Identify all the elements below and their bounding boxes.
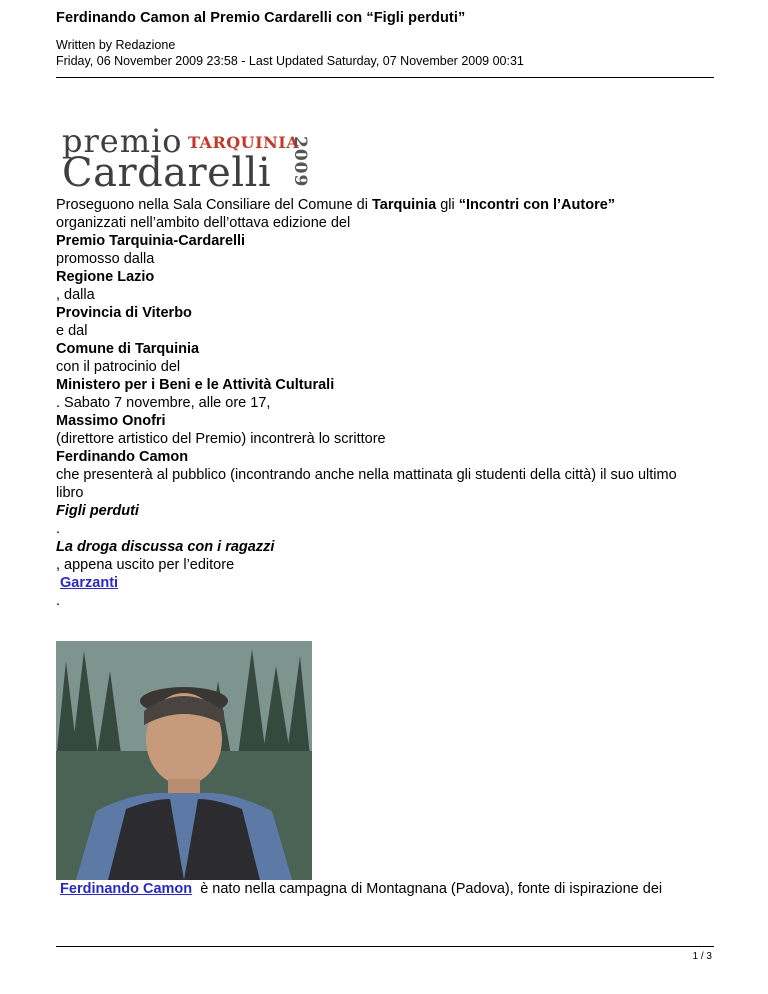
paragraph-line: e dal [56,323,88,339]
paragraph-line: , dalla [56,287,95,303]
paragraph-line: . Sabato 7 novembre, alle ore 17, [56,395,271,411]
province-name: Provincia di Viterbo [56,305,192,321]
publisher-link[interactable]: Garzanti [60,575,119,591]
book-title: Figli perduti [56,503,139,519]
logo-premio-text: premio [62,122,183,160]
premio-cardarelli-logo [62,122,314,196]
publisher-line [56,574,696,592]
photo-caption [56,880,716,898]
date-line: Friday, 06 November 2009 23:58 - Last Updated Saturday, 07 November 2009 00:31 [56,54,524,68]
article-body [56,196,696,610]
paragraph-line: (direttore artistico del Premio) incontrerà lo scrittore [56,431,386,447]
paragraph-line: che presenterà al pubblico (incontrando anche nella mattinata gli studenti della città) il suo ultimo libro [56,467,677,501]
paragraph-line: , appena uscito per l’editore [56,557,235,573]
article-meta [56,37,714,69]
header-divider [56,77,714,78]
author-name: Ferdinando Camon [56,449,189,465]
book-subtitle: La droga discussa con i ragazzi [56,539,275,555]
author-link[interactable]: Ferdinando Camon [60,881,193,897]
prize-name: Premio Tarquinia-Cardarelli [56,233,246,249]
paragraph-line: organizzati nell’ambito dell’ottava edizione del [56,215,351,231]
page-header [56,10,714,69]
page-number: 1 / 3 [692,951,712,962]
article-title: Ferdinando Camon al Premio Cardarelli con “Figli perduti” [56,10,466,26]
director-name: Massimo Onofri [56,413,166,429]
author-photo [56,641,312,880]
footer-divider [56,946,714,947]
logo-cardarelli-text: Cardarelli [62,150,272,196]
paragraph-line: con il patrocinio del [56,359,181,375]
paragraph-line: promosso dalla [56,251,155,267]
logo-year-text: 2009 [290,136,310,188]
logo-tarquinia-text: TARQUINIA [188,133,300,152]
paragraph-line: . [56,593,61,609]
caption-text: è nato nella campagna di Montagnana (Padova), fonte di ispirazione dei [196,881,663,897]
author-line: Written by Redazione [56,38,176,52]
paragraph-line: Proseguono nella Sala Consiliare del Comune di Tarquinia gli “Incontri con l’Autore” [56,197,616,213]
paragraph-line: . [56,521,61,537]
region-name: Regione Lazio [56,269,155,285]
ministry-name: Ministero per i Beni e le Attività Culturali [56,377,335,393]
municipality-name: Comune di Tarquinia [56,341,200,357]
author-photo-drawing [56,641,312,880]
